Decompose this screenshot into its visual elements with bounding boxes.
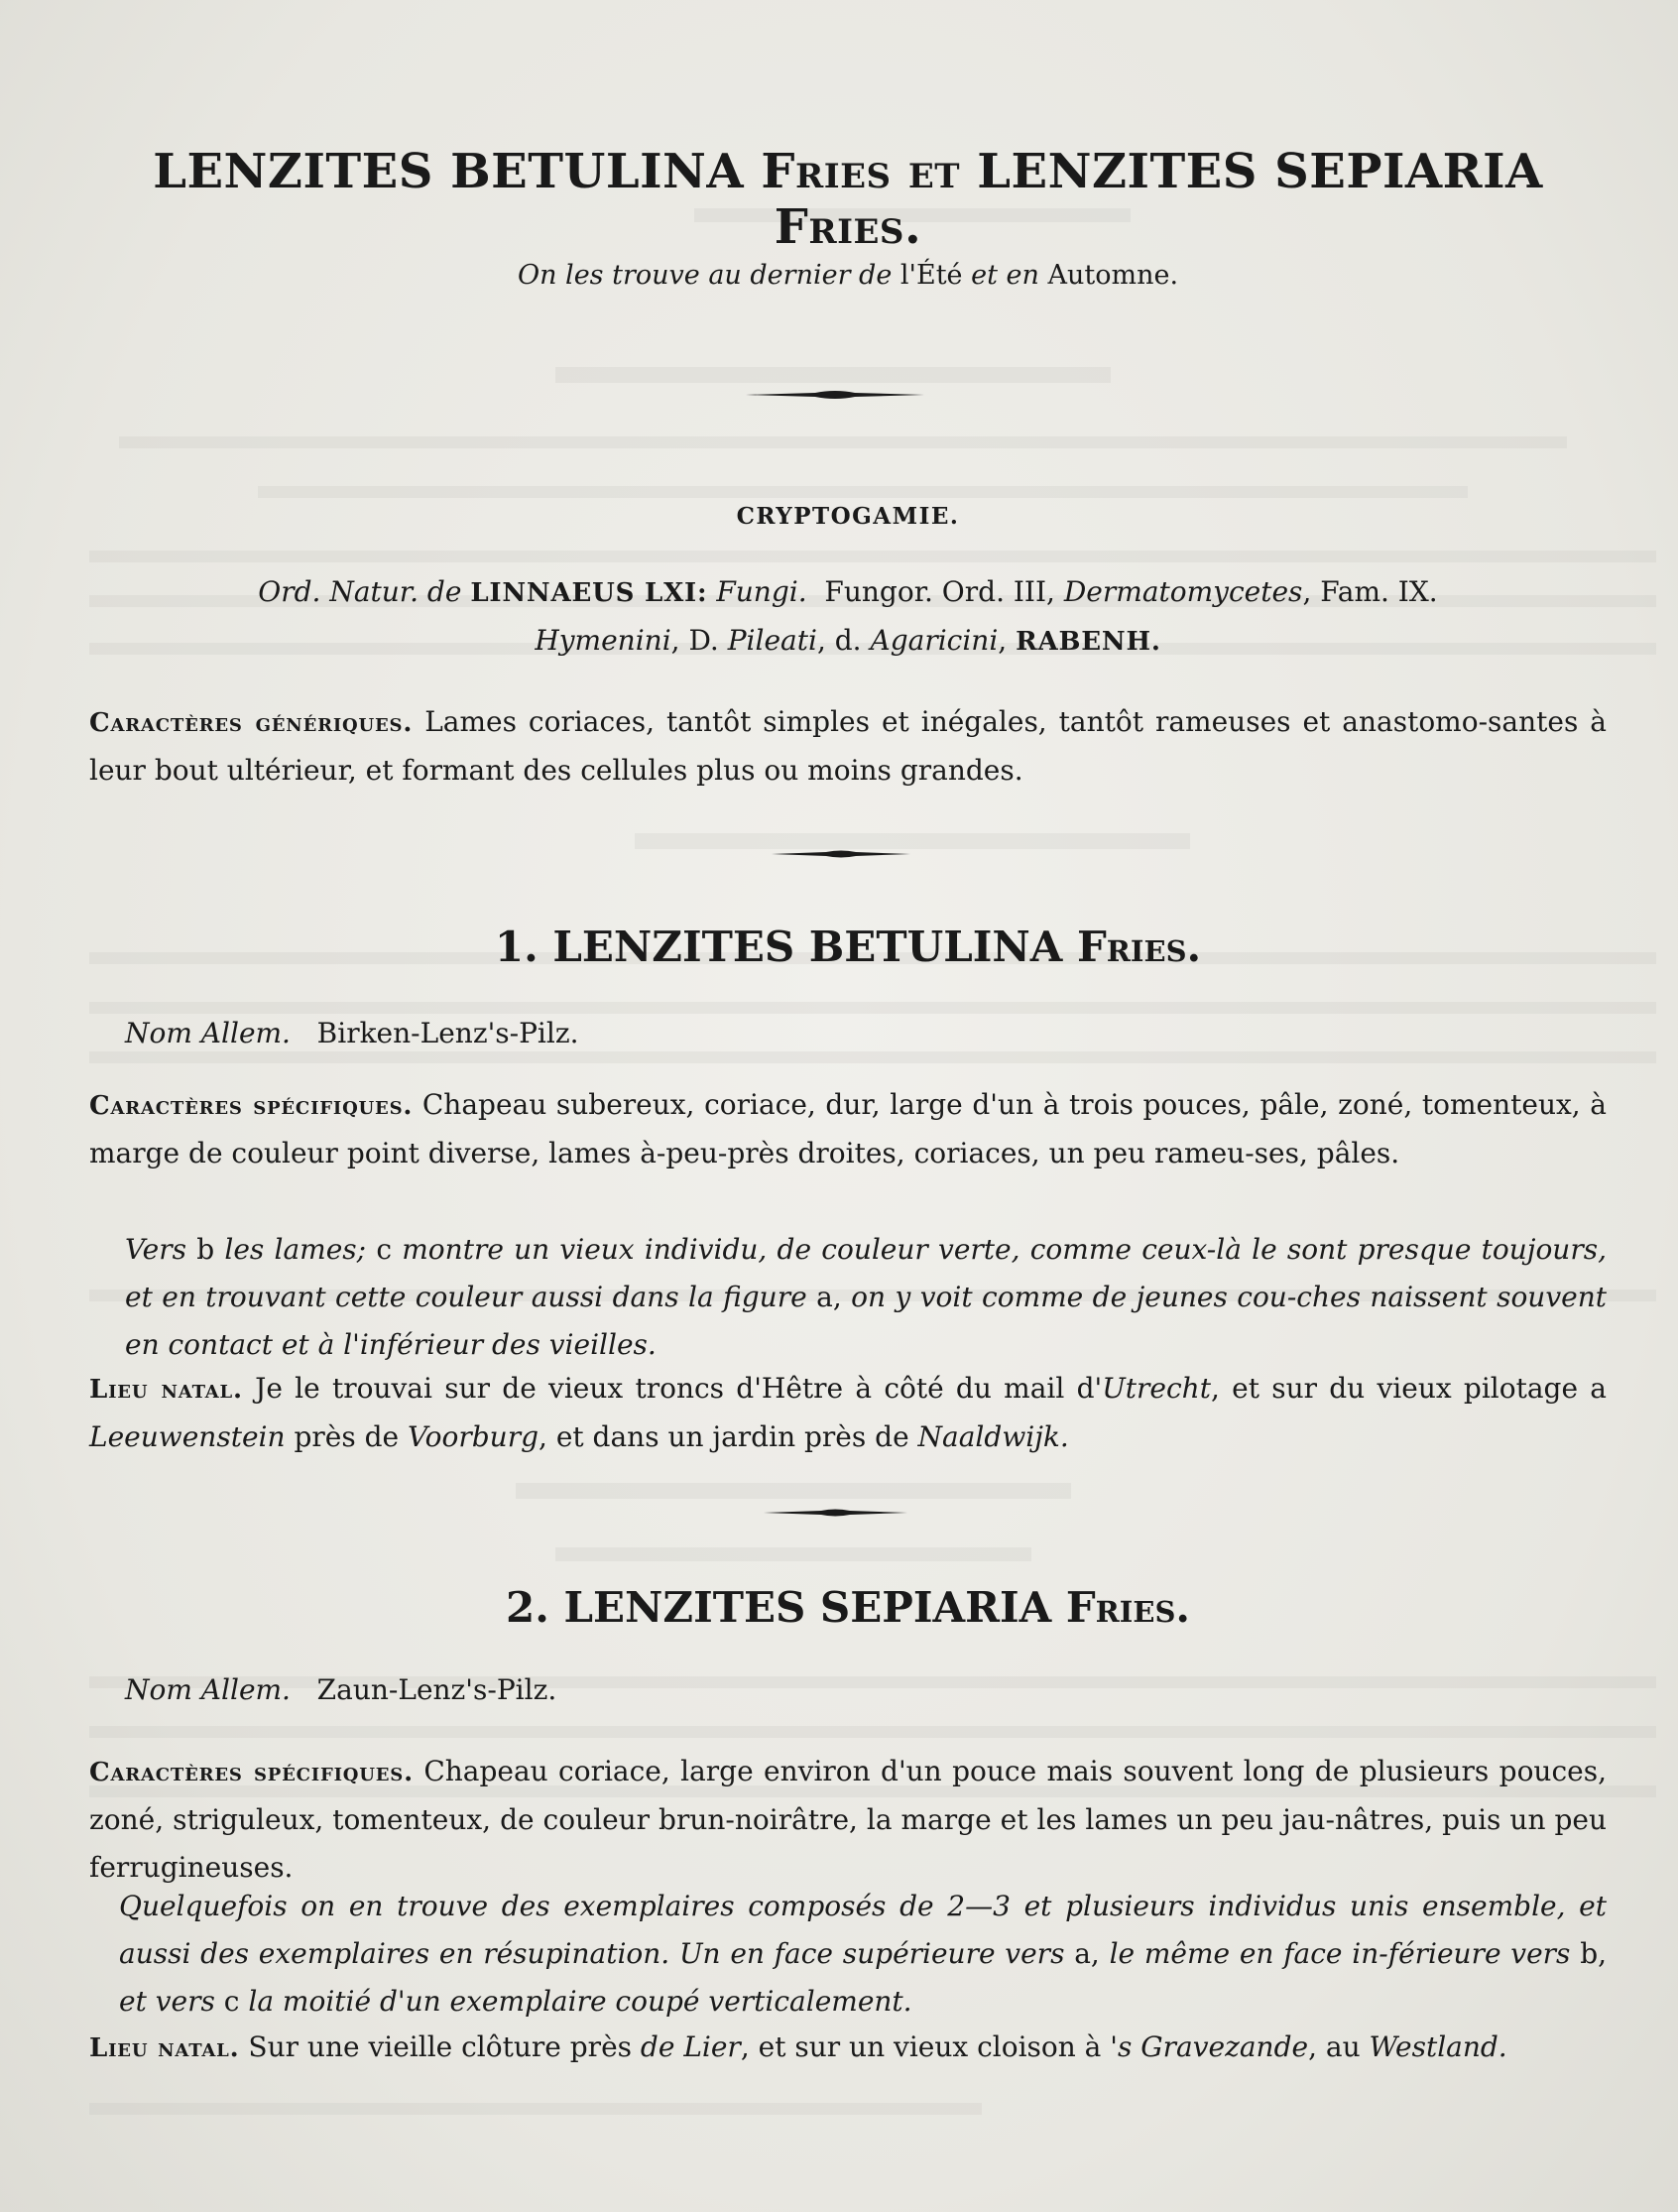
agaricini: Agaricini xyxy=(870,624,999,657)
species-1-nom xyxy=(125,1010,1607,1057)
fam: , Fam. IX. xyxy=(1302,575,1438,608)
species-2-author: Fries. xyxy=(1065,1583,1191,1632)
generic-characters xyxy=(89,698,1607,795)
note-c: les lames; xyxy=(224,1233,367,1266)
fungor: Fungor. Ord. III, xyxy=(824,575,1055,608)
nom-label: Nom Allem. xyxy=(125,1017,291,1049)
note-g: la moitié d'un exemplaire coupé verticalement. xyxy=(248,1985,912,2018)
subtitle-part2: l'Été xyxy=(899,260,963,291)
note-f: c xyxy=(223,1985,240,2018)
lieu-g: , et dans un jardin près de xyxy=(539,1420,909,1453)
spec-text: Chapeau coriace, large environ d'un pouce mais souvent long de plusieurs pouces, zoné, striguleux, tomenteux, de couleur brun-noirâtre, la marge et les lames un peu jau-nâtres, puis un peu ferrugineuses. xyxy=(89,1755,1607,1884)
note-d: b, xyxy=(1580,1937,1608,1970)
species-2-nom xyxy=(125,1666,1607,1714)
note-e: montre un vieux individu, de couleur verte, comme ceux-là le sont presque toujours, et en trouvant cette couleur aussi dans la figure xyxy=(125,1233,1607,1313)
nom-label: Nom Allem. xyxy=(125,1673,291,1706)
lieu-c: , et sur un vieux cloison à xyxy=(740,2030,1102,2063)
lieu-a: Je le trouvai sur de vieux troncs d'Hêtre à côté du mail d' xyxy=(255,1372,1103,1405)
species-2-locality xyxy=(89,2024,1607,2072)
page-title xyxy=(89,144,1607,255)
ord-natur: Ord. Natur. de xyxy=(258,575,462,608)
title-author2: Fries. xyxy=(774,199,922,255)
title-conj: et xyxy=(907,144,961,199)
classification-line-1 xyxy=(89,575,1607,608)
note-f: a, xyxy=(816,1281,842,1313)
note-a: Vers xyxy=(125,1233,186,1266)
lieu-e: près de xyxy=(294,1420,400,1453)
lieu-a: Sur une vieille clôture près xyxy=(248,2030,633,2063)
pileati: Pileati xyxy=(727,624,817,657)
subtitle xyxy=(89,260,1607,291)
lieu-b: Utrecht xyxy=(1102,1372,1211,1405)
spec-label: Caractères spécifiques. xyxy=(89,1758,414,1787)
species-2-name: LENZITES SEPIARIA xyxy=(563,1583,1052,1632)
div-small-d: , d. xyxy=(816,624,862,657)
fungi: Fungi. xyxy=(716,575,807,608)
lieu-h: Naaldwijk. xyxy=(917,1420,1069,1453)
lieu-label: Lieu natal. xyxy=(89,2033,240,2063)
species-1-note xyxy=(125,1226,1607,1369)
nom-value: Zaun-Lenz's-Pilz. xyxy=(316,1673,557,1706)
species-1-characters xyxy=(89,1081,1607,1177)
note-e: et vers xyxy=(119,1985,215,2018)
species-2-heading xyxy=(89,1583,1607,1632)
note-b: a, xyxy=(1074,1937,1100,1970)
generic-label: Caractères génériques. xyxy=(89,708,414,738)
species-1-author: Fries. xyxy=(1076,922,1202,971)
spec-text: Chapeau subereux, coriace, dur, large d'un à trois pouces, pâle, zoné, tomenteux, à marge de couleur point diverse, lames à-peu-près droites, coriaces, un peu rameu-ses, pâles. xyxy=(89,1088,1607,1169)
species-1-number: 1. xyxy=(494,922,539,971)
species-2-note xyxy=(119,1883,1607,2026)
note-c: le même en face in-férieure vers xyxy=(1109,1937,1571,1970)
title-name1: LENZITES BETULINA xyxy=(153,144,745,199)
spec-label: Caractères spécifiques. xyxy=(89,1091,414,1121)
lieu-label: Lieu natal. xyxy=(89,1375,243,1405)
dermatomycetes: Dermatomycetes xyxy=(1063,575,1303,608)
title-author1: Fries xyxy=(761,144,892,199)
lieu-f: Westland. xyxy=(1369,2030,1507,2063)
subtitle-part3: et en xyxy=(971,260,1039,291)
lieu-d: 's Gravezande xyxy=(1110,2030,1309,2063)
hymenini: Hymenini xyxy=(535,624,671,657)
comma: , xyxy=(998,624,1008,657)
species-2-number: 2. xyxy=(505,1583,549,1632)
lieu-b: de Lier xyxy=(640,2030,741,2063)
species-2-characters xyxy=(89,1748,1607,1892)
section-heading-cryptogamie: CRYPTOGAMIE. xyxy=(736,503,960,530)
linnaeus: LINNAEUS LXI: xyxy=(470,578,708,608)
rabenh: RABENH. xyxy=(1016,627,1161,657)
species-1-locality xyxy=(89,1365,1607,1461)
note-a: Quelquefois on en trouve des exemplaires composés de 2—3 et plusieurs individus unis ensemble, et aussi des exemplaires en résupination. Un en face supérieure vers xyxy=(119,1890,1607,1970)
lieu-f: Voorburg xyxy=(408,1420,539,1453)
subtitle-part1: On les trouve au dernier de xyxy=(517,260,893,291)
title-name2: LENZITES SEPIARIA xyxy=(977,144,1543,199)
species-1-heading xyxy=(89,922,1607,971)
note-g: on y voit comme de jeunes cou-ches naissent souvent en contact et à l'inférieur des vieilles. xyxy=(125,1281,1608,1361)
subtitle-part4: Automne. xyxy=(1047,260,1179,291)
lieu-e: , au xyxy=(1308,2030,1361,2063)
lieu-d: Leeuwenstein xyxy=(89,1420,286,1453)
lieu-c: , et sur du vieux pilotage a xyxy=(1210,1372,1607,1405)
generic-text: Lames coriaces, tantôt simples et inégales, tantôt rameuses et anastomo-santes à leur bout ultérieur, et formant des cellules plus ou moins grandes. xyxy=(89,705,1607,787)
nom-value: Birken-Lenz's-Pilz. xyxy=(316,1017,579,1049)
classification-line-2 xyxy=(89,624,1607,657)
note-d: c xyxy=(376,1233,393,1266)
species-1-name: LENZITES BETULINA xyxy=(552,922,1063,971)
note-b: b xyxy=(196,1233,215,1266)
div-d: , D. xyxy=(670,624,719,657)
